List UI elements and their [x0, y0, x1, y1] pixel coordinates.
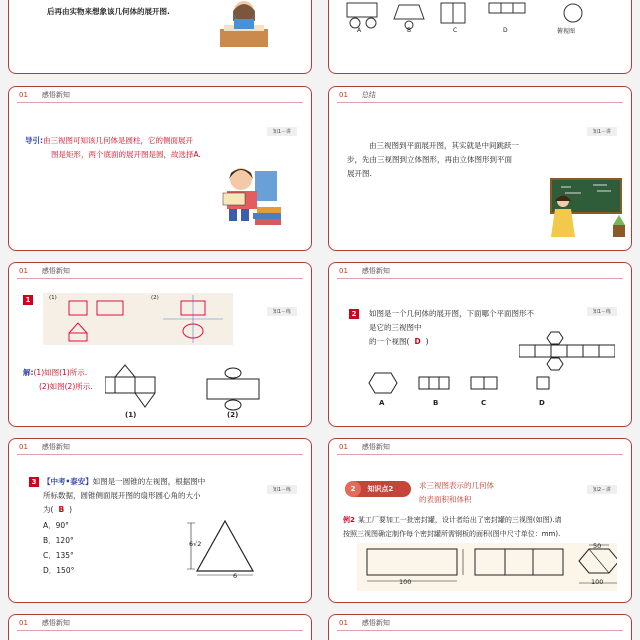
canister-three-views	[357, 543, 617, 591]
slide-2	[8, 86, 312, 251]
question-source: 【中考•泰安】	[43, 477, 93, 486]
section-number: 01	[339, 443, 348, 451]
dim-100-front: 100	[399, 578, 412, 586]
option-figures	[367, 371, 557, 395]
dim-50-label: 50	[593, 542, 602, 550]
student-illustration	[214, 0, 274, 49]
section-number: 01	[19, 443, 28, 451]
slide-title: 感悟新知	[41, 267, 70, 275]
section-number: 01	[339, 267, 348, 275]
dim-side-label: 6√2	[189, 540, 202, 548]
section-number: 01	[19, 619, 28, 627]
tag-badge: 知1－练	[587, 307, 617, 316]
top-view-caption: 俯视图	[557, 28, 576, 35]
hexagonal-prism-net	[519, 331, 615, 371]
slide-title: 感悟新知	[41, 443, 70, 451]
section-number: 01	[339, 619, 348, 627]
section-number: 01	[339, 91, 348, 99]
solution-line-2: (2)如图(2)所示.	[39, 382, 93, 391]
slide-title: 感悟新知	[41, 91, 70, 99]
heading-line-1: 求三视图表示的几何体	[419, 481, 494, 490]
example-line-2: 按照三视图确定制作每个密封罐所需钢板的面积(图中尺寸单位：mm).	[343, 530, 561, 538]
option-d-label: D	[539, 399, 545, 407]
solution-line-1: 解:(1)如图(1)所示.	[23, 368, 88, 377]
option-b-label: B	[407, 27, 412, 34]
example-label: 例2	[343, 516, 355, 524]
dim-base-label: 6	[233, 572, 238, 580]
slide-1b	[328, 0, 632, 74]
slide-title: 总结	[361, 91, 376, 99]
section-number: 01	[19, 267, 28, 275]
question-line-3: 的一个视图( D )	[369, 337, 429, 346]
answer-text: D	[414, 337, 421, 346]
option-d: D．150°	[43, 566, 75, 575]
heading-line-2: 的表面积和体积	[419, 495, 472, 504]
slide-4	[8, 262, 312, 427]
slide-5	[328, 262, 632, 427]
question-number: 1	[23, 295, 33, 305]
option-c-label: C	[453, 27, 458, 34]
figure-1-label: (1)	[49, 295, 57, 301]
net-options-figure	[339, 1, 539, 31]
answer-figure-2-caption: (2)	[227, 411, 239, 419]
option-a: A．90°	[43, 521, 69, 530]
tag-badge: 知1－讲	[267, 127, 297, 136]
answer-text: B	[58, 505, 65, 514]
summary-line-2: 步，先由三视图到立体图形，再由立体图形到平面	[347, 155, 512, 164]
dim-100-top: 100	[591, 578, 604, 586]
guide-label: 导引:	[25, 136, 43, 145]
knowledge-point-badge	[345, 481, 411, 497]
slide-title: 感悟新知	[361, 619, 390, 627]
slide-title: 感悟新知	[361, 443, 390, 451]
reading-girl-illustration	[217, 159, 287, 227]
three-view-figures	[43, 293, 233, 345]
tag-badge: 知1－讲	[587, 127, 617, 136]
option-c-label: C	[481, 399, 487, 407]
guide-line-2: 图是矩形，两个底面的展开图是圆，故选择A.	[51, 150, 201, 159]
option-b-label: B	[433, 399, 439, 407]
option-a-label: A	[379, 399, 385, 407]
guide-line-1: 导引:由三视图可知该几何体是圆柱，它的侧面展开	[25, 136, 193, 145]
slide-title: 感悟新知	[41, 619, 70, 627]
solution-label: 解:	[23, 368, 34, 377]
section-number: 01	[19, 91, 28, 99]
slide-9	[328, 614, 632, 640]
answer-figure-1-caption: (1)	[125, 411, 137, 419]
option-c: C．135°	[43, 551, 74, 560]
question-number: 2	[349, 309, 359, 319]
option-a-label: A	[357, 27, 362, 34]
tag-badge: 知1－练	[267, 485, 297, 494]
tag-badge: 知2－讲	[587, 485, 617, 494]
option-b: B．120°	[43, 536, 74, 545]
badge-number: 2	[345, 481, 361, 497]
example-line-1: 例2 某工厂要加工一批密封罐，设计者给出了密封罐的三视图(如图).请	[343, 516, 562, 524]
slide-3	[328, 86, 632, 251]
question-line-3: 为( B )	[43, 505, 73, 514]
slide1-text: 后再由实物来想象该几何体的展开图.	[47, 7, 170, 16]
figure-2-label: (2)	[151, 295, 159, 301]
badge-text: 知识点2	[367, 485, 394, 493]
slide-1	[8, 0, 312, 74]
slide-7	[328, 438, 632, 603]
question-line-1: 【中考•泰安】如图是一圆锥的左视图，根据图中	[43, 477, 206, 486]
top-view-circle	[561, 1, 585, 25]
prism-net-figure	[105, 363, 169, 415]
teacher-blackboard-illustration	[537, 175, 627, 239]
question-line-1: 如图是一个几何体的展开图，下面哪个平面图形不	[369, 309, 534, 318]
question-line-2: 是它的三视图中	[369, 323, 422, 332]
tag-badge: 知1－练	[267, 307, 297, 316]
option-d-label: D	[503, 27, 508, 34]
slide-8	[8, 614, 312, 640]
question-number: 3	[29, 477, 39, 487]
cylinder-net-figure	[205, 367, 261, 411]
summary-line-1: 由三视图到平面展开图，其实就是中间跳跃一	[369, 141, 519, 150]
slide-6	[8, 438, 312, 603]
summary-line-3: 展开图.	[347, 169, 372, 178]
slide-title: 感悟新知	[361, 267, 390, 275]
question-line-2: 所标数据，圆锥侧面展开图的扇形圆心角的大小	[43, 491, 201, 500]
